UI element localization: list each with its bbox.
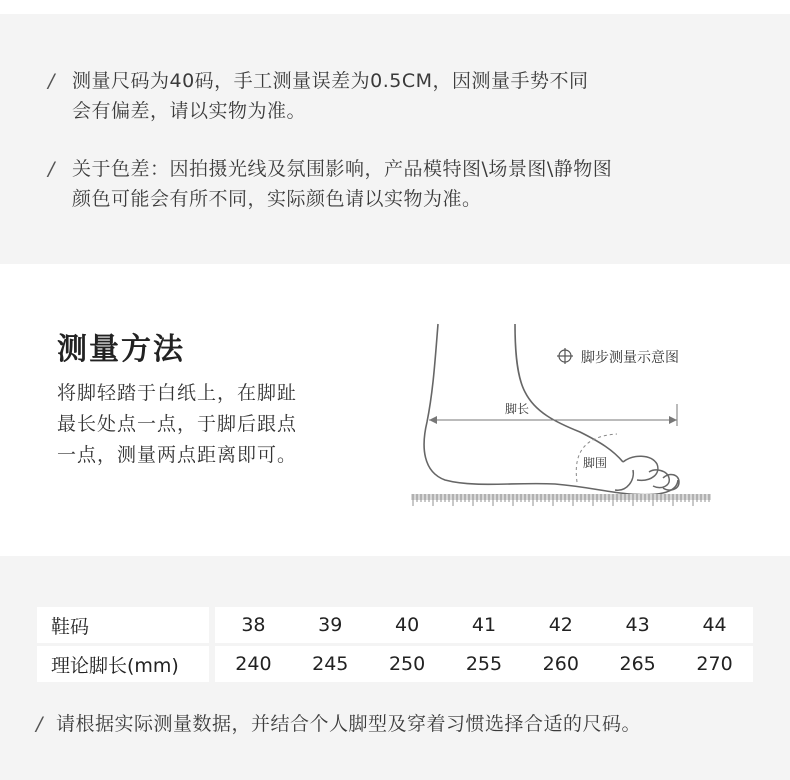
note-measurement-line1: 测量尺码为40码，手工测量误差为0.5CM，因测量手势不同 xyxy=(72,70,589,92)
table-cell-size: 42 xyxy=(522,607,599,643)
table-cell-length: 265 xyxy=(599,646,676,682)
ankle-outline xyxy=(515,324,623,462)
diagram-legend: 脚步测量示意图 xyxy=(581,350,679,366)
table-cell-length: 245 xyxy=(292,646,369,682)
table-cell-length: 250 xyxy=(369,646,446,682)
method-desc-line3: 一点，测量两点距离即可。 xyxy=(57,444,298,466)
size-section xyxy=(0,556,790,780)
method-title: 测量方法 xyxy=(57,332,185,367)
crosshair-icon xyxy=(557,348,573,364)
foot-diagram xyxy=(405,322,725,512)
method-desc-line2: 最长处点一点，于脚后跟点 xyxy=(57,413,298,435)
note-measurement-line2: 会有偏差，请以实物为准。 xyxy=(72,100,307,122)
method-section xyxy=(0,264,790,556)
method-desc-line1: 将脚轻踏于白纸上，在脚趾 xyxy=(57,382,298,404)
note-color-line2: 颜色可能会有所不同，实际颜色请以实物为准。 xyxy=(72,188,482,210)
slash-mark: / xyxy=(48,70,55,92)
table-cell-length: 255 xyxy=(446,646,523,682)
bottom-note xyxy=(36,709,641,736)
note-color-line1: 关于色差：因拍摄光线及氛围影响，产品模特图\场景图\静物图 xyxy=(72,158,613,180)
table-row-length xyxy=(37,646,753,682)
note-color xyxy=(48,154,612,214)
girth-label: 脚围 xyxy=(583,456,608,470)
table-cell-length: 240 xyxy=(215,646,292,682)
notes-section xyxy=(0,14,790,264)
table-cell-length: 260 xyxy=(522,646,599,682)
table-cell-length: 270 xyxy=(676,646,753,682)
slash-mark: / xyxy=(36,713,43,735)
table-cell-size: 40 xyxy=(369,607,446,643)
method-description xyxy=(57,378,357,471)
table-row-size xyxy=(37,607,753,643)
table-cell-size: 41 xyxy=(446,607,523,643)
table-cell-size: 39 xyxy=(292,607,369,643)
table-header-size: 鞋码 xyxy=(37,607,215,643)
slash-mark: / xyxy=(48,158,55,180)
table-cell-size: 43 xyxy=(599,607,676,643)
toes-icon xyxy=(615,456,679,490)
table-cell-size: 38 xyxy=(215,607,292,643)
table-cell-size: 44 xyxy=(676,607,753,643)
bottom-note-text: 请根据实际测量数据，并结合个人脚型及穿着习惯选择合适的尺码。 xyxy=(56,713,642,735)
note-measurement xyxy=(48,66,589,126)
size-table xyxy=(37,604,753,685)
length-label: 脚长 xyxy=(505,402,530,416)
table-header-length: 理论脚长(mm) xyxy=(37,646,215,682)
